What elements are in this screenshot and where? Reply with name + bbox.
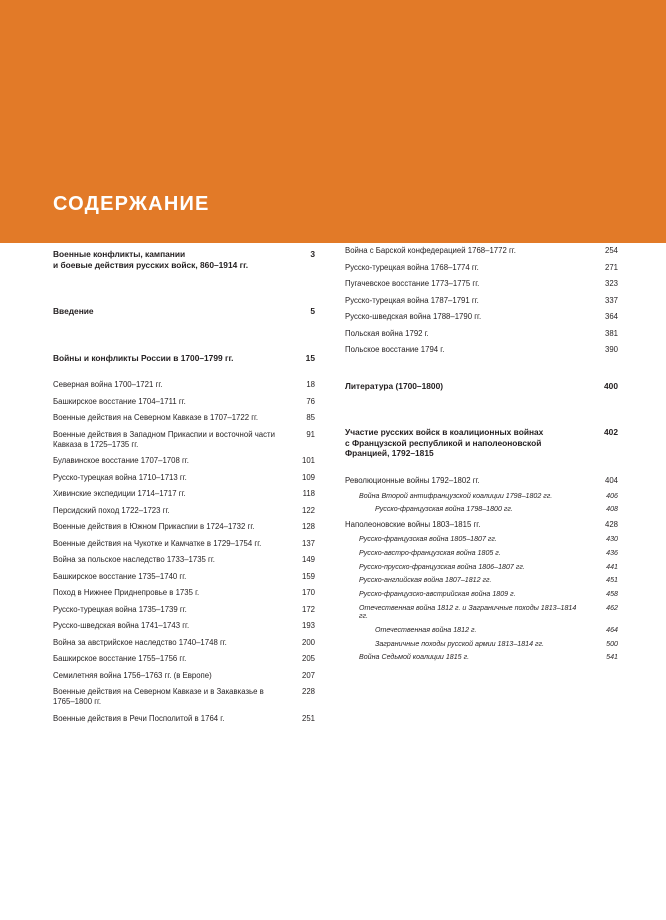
toc-entry-page-number: 402 — [604, 427, 618, 438]
toc-entry-page-number: 128 — [301, 522, 315, 532]
toc-entry-title: Революционные войны 1792–1802 гг. — [345, 476, 480, 485]
toc-list-left — [53, 243, 315, 727]
toc-entry[interactable] — [345, 637, 618, 651]
section-spacer — [53, 322, 315, 331]
toc-entry-title: Военные действия на Чукотке и Камчатке в 1729–1754 гг. — [53, 538, 262, 548]
toc-entry-title: Русско-французско-австрийская война 1809 г. — [359, 589, 516, 598]
toc-entry[interactable] — [53, 684, 315, 710]
toc-entry[interactable] — [345, 587, 618, 601]
toc-entry[interactable] — [345, 560, 618, 574]
toc-entry-title: Война с Барской конфедерацией 1768–1772 гг. — [345, 246, 516, 256]
toc-entry-title: Русско-турецкая война 1768–1774 гг. — [345, 262, 479, 272]
toc-entry[interactable] — [345, 533, 618, 547]
toc-entry[interactable] — [345, 489, 618, 503]
toc-entry-page-number: 137 — [301, 538, 315, 548]
toc-entry[interactable] — [53, 469, 315, 486]
toc-entry-title: Русско-турецкая война 1787–1791 гг. — [345, 295, 479, 305]
toc-entry-page-number: 406 — [606, 491, 618, 500]
toc-entry-page-number: 408 — [606, 505, 618, 514]
toc-entry-title: Башкирское восстание 1735–1740 гг. — [53, 571, 187, 581]
toc-entry[interactable] — [53, 668, 315, 685]
toc-entry-title: Русско-турецкая война 1710–1713 гг. — [53, 472, 187, 482]
toc-entry-page-number: 462 — [606, 603, 618, 612]
toc-entry-page-number: 109 — [301, 472, 315, 482]
toc-entry-page-number: 436 — [606, 548, 618, 557]
toc-section-entry[interactable] — [345, 375, 618, 397]
section-spacer — [345, 396, 618, 405]
toc-entry-title: Башкирское восстание 1755–1756 гг. — [53, 654, 187, 664]
section-spacer — [53, 331, 315, 347]
toc-entry-page-number: 364 — [604, 312, 618, 322]
toc-entry-page-number: 5 — [310, 306, 315, 316]
toc-entry-page-number: 200 — [301, 637, 315, 647]
toc-entry-page-number: 251 — [301, 713, 315, 723]
toc-entry-title: Война за польское наследство 1733–1735 гг. — [53, 555, 215, 565]
toc-entry[interactable] — [345, 342, 618, 359]
toc-entry-page-number: 3 — [310, 249, 315, 259]
toc-entry-title: Русско-шведская война 1788–1790 гг. — [345, 312, 482, 322]
toc-entry-title: Северная война 1700–1721 гг. — [53, 380, 163, 390]
toc-entry[interactable] — [53, 519, 315, 536]
toc-entry-title: Военные действия на Северном Кавказе и в Закавказье в 1765–1800 гг. — [53, 687, 264, 707]
toc-entry-page-number: 500 — [606, 639, 618, 648]
section-spacer — [53, 275, 315, 284]
toc-columns — [0, 243, 666, 727]
toc-entry[interactable] — [345, 651, 618, 665]
section-spacer — [345, 405, 618, 421]
toc-entry-page-number: 323 — [604, 279, 618, 289]
toc-entry[interactable] — [53, 585, 315, 602]
toc-entry-page-number: 193 — [301, 621, 315, 631]
toc-entry[interactable] — [345, 243, 618, 260]
toc-entry[interactable] — [53, 601, 315, 618]
toc-entry-page-number: 254 — [604, 246, 618, 256]
toc-entry-page-number: 541 — [606, 653, 618, 662]
toc-entry[interactable] — [53, 552, 315, 569]
section-spacer — [345, 464, 618, 473]
toc-entry[interactable] — [53, 634, 315, 651]
toc-entry-page-number: 149 — [301, 555, 315, 565]
toc-entry-title: Поход в Нижнее Приднепровье в 1735 г. — [53, 588, 200, 598]
toc-entry-page-number: 118 — [302, 489, 315, 499]
toc-entry-page-number: 85 — [306, 413, 315, 423]
toc-entry[interactable] — [53, 410, 315, 427]
toc-entry[interactable] — [345, 473, 618, 490]
toc-entry[interactable] — [345, 547, 618, 561]
toc-entry-title: Русско-прусско-французская война 1806–1807 гг. — [359, 562, 525, 571]
toc-entry[interactable] — [345, 503, 618, 517]
toc-entry-title: Отечественная война 1812 г. — [375, 626, 477, 635]
toc-entry-title: Военные конфликты, кампании и боевые действия русских войск, 860–1914 гг. — [53, 249, 249, 270]
toc-entry-page-number: 101 — [301, 456, 315, 466]
toc-entry[interactable] — [345, 574, 618, 588]
toc-list-right — [345, 243, 618, 665]
toc-entry[interactable] — [53, 710, 315, 727]
toc-entry-page-number: 207 — [301, 670, 315, 680]
toc-entry-title: Войны и конфликты России в 1700–1799 гг. — [53, 352, 234, 363]
header-band — [0, 0, 666, 243]
toc-entry-title: Участие русских войск в коалиционных войнах с Французской республикой и наполеоновской Францией, 1792–1815 — [345, 427, 544, 459]
toc-entry-title: Наполеоновские войны 1803–1815 гг. — [345, 519, 481, 529]
toc-entry-title: Польская война 1792 г. — [345, 328, 429, 338]
toc-entry-title: Русско-австро-французская война 1805 г. — [359, 548, 501, 557]
toc-entry-title: Отечественная война 1812 г. и Заграничные походы 1813–1814 гг. — [359, 603, 577, 621]
toc-entry-page-number: 205 — [301, 654, 315, 664]
toc-entry[interactable] — [53, 502, 315, 519]
toc-entry-title: Война Седьмой коалиции 1815 г. — [359, 653, 470, 662]
toc-entry[interactable] — [345, 260, 618, 277]
section-spacer — [345, 359, 618, 375]
toc-entry-title: Башкирское восстание 1704–1711 гг. — [53, 396, 186, 406]
toc-entry[interactable] — [53, 394, 315, 411]
toc-entry-page-number: 170 — [301, 588, 315, 598]
toc-entry-page-number: 404 — [604, 476, 618, 485]
toc-entry-title: Заграничные походы русской армии 1813–1814 гг. — [375, 639, 545, 648]
toc-section-entry[interactable] — [53, 243, 315, 275]
toc-entry[interactable] — [53, 568, 315, 585]
toc-section-entry[interactable] — [53, 300, 315, 322]
toc-entry-page-number: 400 — [604, 380, 618, 391]
toc-entry-page-number: 159 — [301, 571, 315, 581]
toc-entry-title: Пугачевское восстание 1773–1775 гг. — [345, 279, 480, 289]
toc-entry-page-number: 441 — [606, 562, 618, 571]
toc-entry-title: Хивинские экспедиции 1714–1717 гг. — [53, 489, 186, 499]
toc-entry-title: Булавинское восстание 1707–1708 гг. — [53, 456, 189, 466]
toc-entry[interactable] — [345, 293, 618, 310]
toc-entry-title: Семилетняя война 1756–1763 гг. (в Европе) — [53, 670, 212, 680]
toc-entry-page-number: 458 — [606, 589, 618, 598]
toc-entry-title: Война Второй антифранцузской коалиции 1798–1802 гг. — [359, 491, 553, 500]
toc-entry-page-number: 172 — [301, 604, 315, 614]
toc-entry-title: Русско-французская война 1798–1800 гг. — [375, 505, 513, 514]
section-spacer — [53, 368, 315, 377]
toc-entry-page-number: 91 — [306, 429, 315, 439]
toc-entry[interactable] — [345, 624, 618, 638]
toc-entry-title: Война за австрийское наследство 1740–1748 гг. — [53, 637, 227, 647]
toc-entry-title: Литература (1700–1800) — [345, 380, 444, 391]
toc-entry-page-number: 122 — [301, 505, 315, 515]
toc-entry[interactable] — [53, 535, 315, 552]
toc-entry-title: Военные действия в Южном Прикаспии в 1724–1732 гг. — [53, 522, 255, 532]
toc-entry[interactable] — [53, 651, 315, 668]
toc-column-left — [0, 243, 333, 727]
toc-entry-title: Русско-английская война 1807–1812 гг. — [359, 576, 492, 585]
toc-entry-page-number: 464 — [606, 626, 618, 635]
toc-entry[interactable] — [53, 377, 315, 394]
toc-entry-page-number: 390 — [604, 345, 618, 355]
toc-entry[interactable] — [53, 453, 315, 470]
toc-entry-page-number: 430 — [606, 535, 618, 544]
toc-entry-title: Персидский поход 1722–1723 гг. — [53, 505, 170, 515]
toc-entry-title: Русско-французская война 1805–1807 гг. — [359, 535, 497, 544]
toc-entry[interactable] — [345, 516, 618, 533]
toc-entry-title: Русско-шведская война 1741–1743 гг. — [53, 621, 190, 631]
toc-entry-page-number: 76 — [306, 396, 315, 406]
section-spacer — [53, 284, 315, 300]
toc-entry-title: Русско-турецкая война 1735–1739 гг. — [53, 604, 187, 614]
toc-entry-page-number: 451 — [606, 576, 618, 585]
toc-entry-title: Польское восстание 1794 г. — [345, 345, 445, 355]
toc-entry[interactable] — [345, 309, 618, 326]
toc-entry[interactable] — [53, 486, 315, 503]
toc-entry-page-number: 381 — [604, 328, 618, 338]
toc-entry-title: Военные действия на Северном Кавказе в 1707–1722 гг. — [53, 413, 259, 423]
toc-entry[interactable] — [345, 276, 618, 293]
toc-entry[interactable] — [53, 618, 315, 635]
toc-entry-page-number: 228 — [301, 687, 315, 697]
toc-entry-title: Военные действия в Речи Посполитой в 1764 г. — [53, 713, 225, 723]
toc-entry-title: Военные действия в Западном Прикаспии и восточной части Кавказа в 1725–1735 гг. — [53, 429, 275, 449]
toc-entry-page-number: 18 — [306, 380, 315, 390]
toc-entry[interactable] — [53, 427, 315, 453]
toc-entry-page-number: 428 — [604, 519, 618, 529]
toc-section-entry[interactable] — [345, 421, 618, 464]
toc-entry-page-number: 15 — [305, 352, 315, 363]
toc-entry[interactable] — [345, 326, 618, 343]
page-title: СОДЕРЖАНИЕ — [53, 193, 210, 215]
toc-entry-page-number: 271 — [604, 262, 618, 272]
toc-column-right — [333, 243, 666, 727]
toc-entry-page-number: 337 — [604, 295, 618, 305]
toc-entry-title: Введение — [53, 306, 94, 316]
toc-entry[interactable] — [345, 601, 618, 624]
toc-section-entry[interactable] — [53, 347, 315, 369]
